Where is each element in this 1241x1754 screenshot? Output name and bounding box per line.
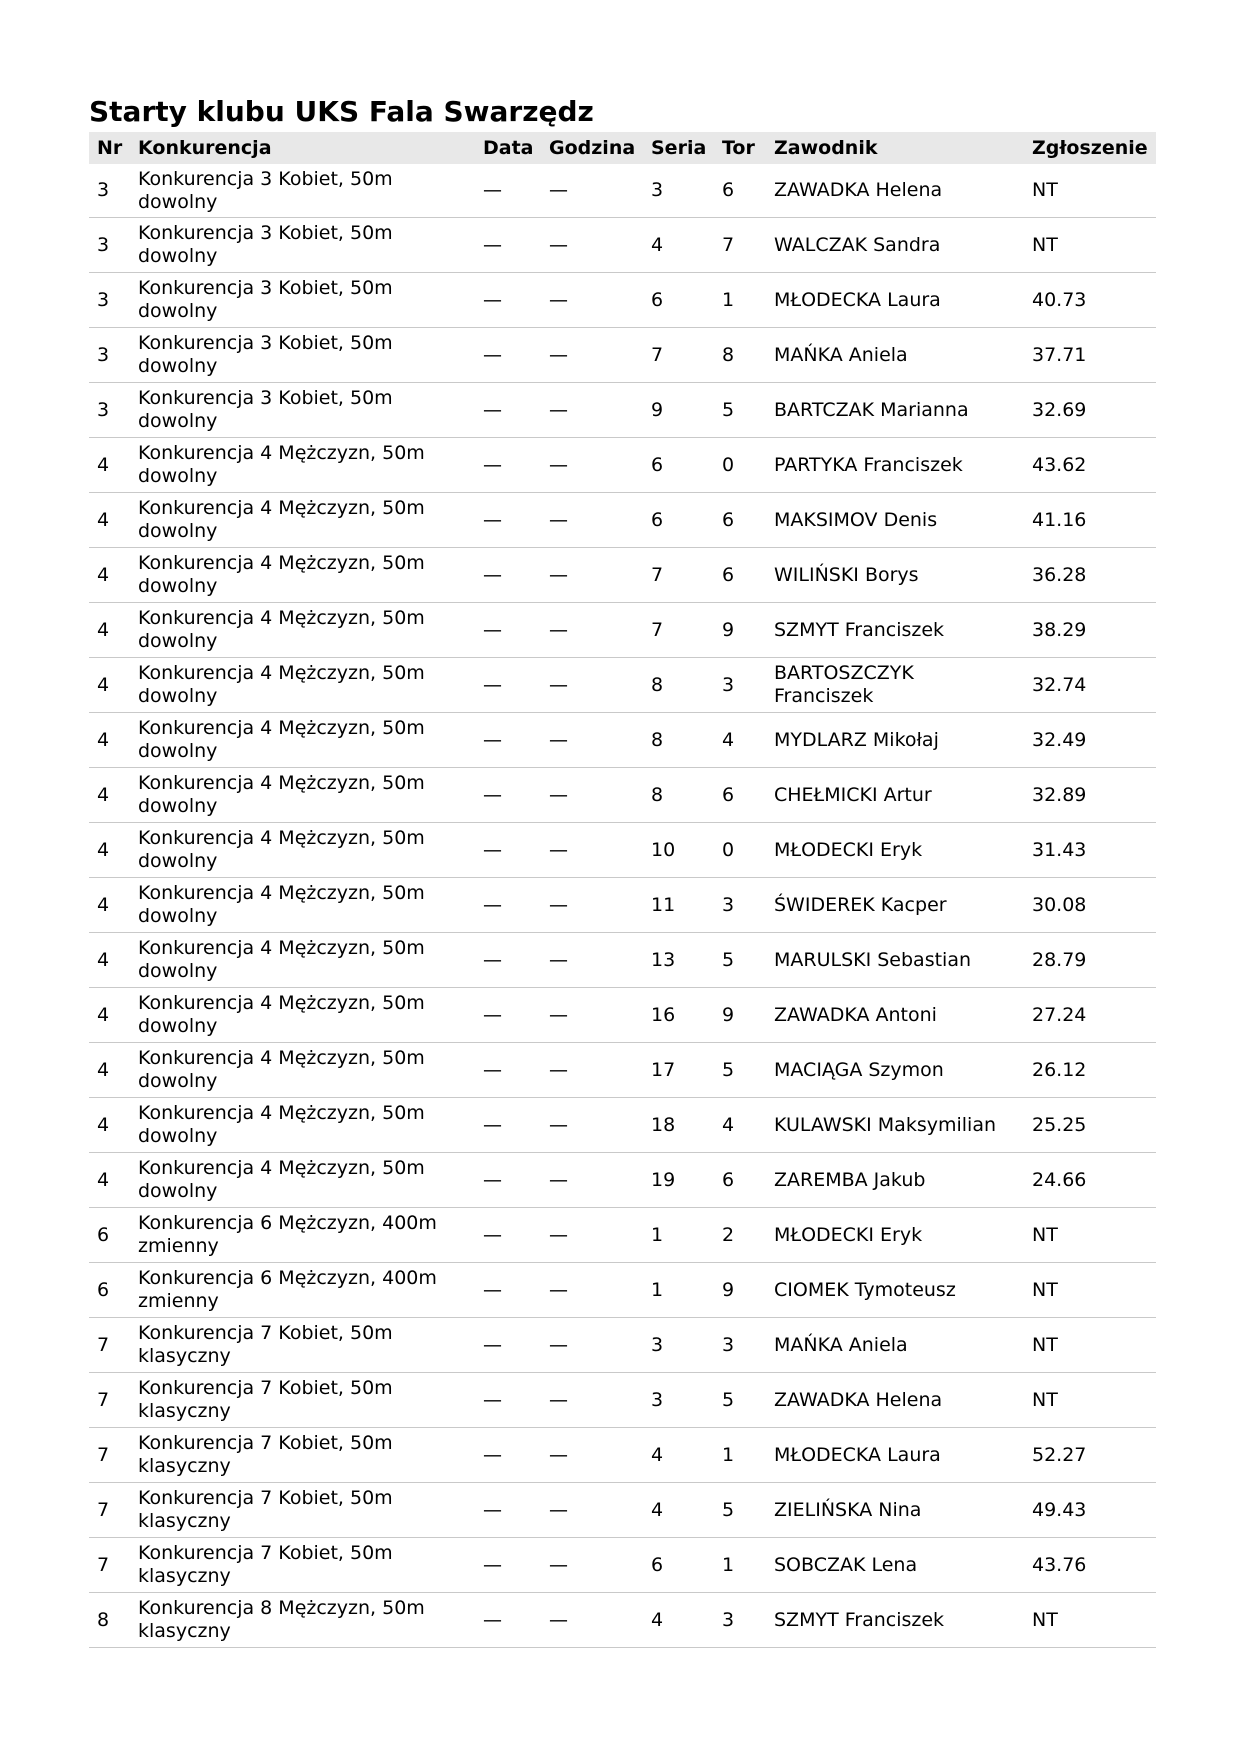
cell-seria: 4: [643, 1428, 714, 1483]
column-header-tor: Tor: [722, 137, 755, 159]
cell-zgloszenie: NT: [1024, 164, 1156, 218]
table-row: [89, 1263, 1156, 1318]
cell-data: —: [475, 383, 541, 438]
cell-tor: 8: [714, 328, 766, 383]
cell-tor: 4: [714, 1098, 766, 1153]
cell-zawodnik: MŁODECKA Laura: [766, 273, 1024, 328]
cell-nr: 4: [89, 988, 130, 1043]
cell-seria: 3: [643, 1373, 714, 1428]
column-header-godzina: Godzina: [549, 137, 636, 159]
cell-zawodnik: MAKSIMOV Denis: [766, 493, 1024, 548]
cell-zgloszenie: NT: [1024, 1593, 1156, 1648]
table-row: [89, 1373, 1156, 1428]
cell-zawodnik: MAŃKA Aniela: [766, 1318, 1024, 1373]
cell-data: —: [475, 1593, 541, 1648]
table-row: [89, 1483, 1156, 1538]
cell-tor: 3: [714, 1318, 766, 1373]
cell-zawodnik: BARTCZAK Marianna: [766, 383, 1024, 438]
cell-nr: 6: [89, 1208, 130, 1263]
cell-nr: 4: [89, 1043, 130, 1098]
cell-konkurencja: Konkurencja 7 Kobiet, 50m klasyczny: [130, 1428, 475, 1483]
table-row: [89, 933, 1156, 988]
cell-data: —: [475, 493, 541, 548]
cell-seria: 7: [643, 603, 714, 658]
cell-zawodnik: SZMYT Franciszek: [766, 1593, 1024, 1648]
cell-zawodnik: MŁODECKA Laura: [766, 1428, 1024, 1483]
cell-data: —: [475, 1043, 541, 1098]
cell-zawodnik: CHEŁMICKI Artur: [766, 768, 1024, 823]
cell-konkurencja: Konkurencja 6 Mężczyzn, 400m zmienny: [130, 1263, 475, 1318]
cell-zawodnik: MŁODECKI Eryk: [766, 1208, 1024, 1263]
table-row: [89, 548, 1156, 603]
cell-godzina: —: [541, 713, 643, 768]
cell-seria: 6: [643, 1538, 714, 1593]
cell-nr: 6: [89, 1263, 130, 1318]
cell-godzina: —: [541, 1043, 643, 1098]
cell-godzina: —: [541, 933, 643, 988]
cell-seria: 4: [643, 1483, 714, 1538]
cell-seria: 18: [643, 1098, 714, 1153]
cell-data: —: [475, 1428, 541, 1483]
cell-seria: 19: [643, 1153, 714, 1208]
cell-seria: 6: [643, 438, 714, 493]
cell-zawodnik: CIOMEK Tymoteusz: [766, 1263, 1024, 1318]
cell-tor: 0: [714, 438, 766, 493]
cell-godzina: —: [541, 1593, 643, 1648]
cell-data: —: [475, 218, 541, 273]
cell-konkurencja: Konkurencja 4 Mężczyzn, 50m dowolny: [130, 988, 475, 1043]
cell-tor: 1: [714, 1538, 766, 1593]
cell-seria: 4: [643, 1593, 714, 1648]
cell-data: —: [475, 768, 541, 823]
cell-data: —: [475, 1208, 541, 1263]
cell-seria: 1: [643, 1263, 714, 1318]
cell-zgloszenie: 52.27: [1024, 1428, 1156, 1483]
cell-zgloszenie: 26.12: [1024, 1043, 1156, 1098]
cell-zawodnik: MYDLARZ Mikołaj: [766, 713, 1024, 768]
cell-tor: 0: [714, 823, 766, 878]
starts-table: [89, 132, 1156, 1648]
cell-tor: 6: [714, 164, 766, 218]
cell-zgloszenie: NT: [1024, 1208, 1156, 1263]
header-row: [89, 132, 1156, 164]
cell-tor: 2: [714, 1208, 766, 1263]
cell-data: —: [475, 328, 541, 383]
cell-godzina: —: [541, 768, 643, 823]
cell-nr: 4: [89, 768, 130, 823]
cell-konkurencja: Konkurencja 4 Mężczyzn, 50m dowolny: [130, 878, 475, 933]
cell-seria: 13: [643, 933, 714, 988]
cell-nr: 3: [89, 164, 130, 218]
cell-konkurencja: Konkurencja 6 Mężczyzn, 400m zmienny: [130, 1208, 475, 1263]
cell-nr: 7: [89, 1318, 130, 1373]
table-row: [89, 878, 1156, 933]
cell-konkurencja: Konkurencja 3 Kobiet, 50m dowolny: [130, 164, 475, 218]
cell-konkurencja: Konkurencja 3 Kobiet, 50m dowolny: [130, 273, 475, 328]
table-row: [89, 603, 1156, 658]
cell-konkurencja: Konkurencja 3 Kobiet, 50m dowolny: [130, 218, 475, 273]
table-row: [89, 328, 1156, 383]
cell-konkurencja: Konkurencja 4 Mężczyzn, 50m dowolny: [130, 768, 475, 823]
cell-godzina: —: [541, 438, 643, 493]
cell-data: —: [475, 273, 541, 328]
cell-godzina: —: [541, 1373, 643, 1428]
cell-zgloszenie: 32.74: [1024, 658, 1156, 713]
cell-konkurencja: Konkurencja 7 Kobiet, 50m klasyczny: [130, 1538, 475, 1593]
cell-seria: 8: [643, 768, 714, 823]
cell-godzina: —: [541, 164, 643, 218]
column-header-zgloszenie: Zgłoszenie: [1032, 137, 1148, 159]
cell-tor: 1: [714, 273, 766, 328]
table-row: [89, 218, 1156, 273]
cell-zgloszenie: 32.89: [1024, 768, 1156, 823]
table-row: [89, 1098, 1156, 1153]
table-row: [89, 658, 1156, 713]
cell-zawodnik: MACIĄGA Szymon: [766, 1043, 1024, 1098]
cell-godzina: —: [541, 1428, 643, 1483]
cell-zawodnik: ŚWIDEREK Kacper: [766, 878, 1024, 933]
cell-godzina: —: [541, 1318, 643, 1373]
cell-zgloszenie: NT: [1024, 1373, 1156, 1428]
table-header: [89, 132, 1156, 164]
cell-tor: 1: [714, 1428, 766, 1483]
cell-godzina: —: [541, 1483, 643, 1538]
cell-data: —: [475, 933, 541, 988]
cell-zawodnik: MAŃKA Aniela: [766, 328, 1024, 383]
cell-godzina: —: [541, 603, 643, 658]
cell-zgloszenie: 49.43: [1024, 1483, 1156, 1538]
cell-tor: 6: [714, 493, 766, 548]
cell-seria: 8: [643, 713, 714, 768]
cell-data: —: [475, 164, 541, 218]
cell-data: —: [475, 603, 541, 658]
cell-zawodnik: PARTYKA Franciszek: [766, 438, 1024, 493]
cell-nr: 4: [89, 713, 130, 768]
cell-nr: 4: [89, 823, 130, 878]
page-title: Starty klubu UKS Fala Swarzędz: [89, 95, 594, 128]
cell-konkurencja: Konkurencja 4 Mężczyzn, 50m dowolny: [130, 823, 475, 878]
cell-konkurencja: Konkurencja 4 Mężczyzn, 50m dowolny: [130, 713, 475, 768]
cell-nr: 4: [89, 1153, 130, 1208]
cell-godzina: —: [541, 383, 643, 438]
cell-godzina: —: [541, 548, 643, 603]
cell-nr: 3: [89, 218, 130, 273]
cell-nr: 4: [89, 933, 130, 988]
cell-zgloszenie: 27.24: [1024, 988, 1156, 1043]
table-row: [89, 1153, 1156, 1208]
cell-seria: 10: [643, 823, 714, 878]
cell-seria: 9: [643, 383, 714, 438]
cell-zawodnik: ZAWADKA Antoni: [766, 988, 1024, 1043]
cell-zgloszenie: 32.69: [1024, 383, 1156, 438]
cell-data: —: [475, 1373, 541, 1428]
cell-nr: 4: [89, 548, 130, 603]
cell-nr: 7: [89, 1428, 130, 1483]
cell-data: —: [475, 1153, 541, 1208]
cell-zgloszenie: 43.62: [1024, 438, 1156, 493]
cell-konkurencja: Konkurencja 4 Mężczyzn, 50m dowolny: [130, 493, 475, 548]
cell-zgloszenie: 24.66: [1024, 1153, 1156, 1208]
table-row: [89, 988, 1156, 1043]
cell-tor: 6: [714, 1153, 766, 1208]
column-header-seria: Seria: [651, 137, 707, 159]
cell-konkurencja: Konkurencja 3 Kobiet, 50m dowolny: [130, 383, 475, 438]
table-row: [89, 1318, 1156, 1373]
cell-zgloszenie: 28.79: [1024, 933, 1156, 988]
cell-seria: 3: [643, 1318, 714, 1373]
cell-godzina: —: [541, 1263, 643, 1318]
cell-godzina: —: [541, 328, 643, 383]
cell-data: —: [475, 713, 541, 768]
cell-zgloszenie: 36.28: [1024, 548, 1156, 603]
cell-nr: 3: [89, 273, 130, 328]
cell-tor: 6: [714, 548, 766, 603]
cell-godzina: —: [541, 878, 643, 933]
cell-zgloszenie: 31.43: [1024, 823, 1156, 878]
cell-data: —: [475, 438, 541, 493]
cell-godzina: —: [541, 1153, 643, 1208]
table-row: [89, 1043, 1156, 1098]
cell-godzina: —: [541, 273, 643, 328]
cell-data: —: [475, 1263, 541, 1318]
cell-konkurencja: Konkurencja 4 Mężczyzn, 50m dowolny: [130, 1098, 475, 1153]
cell-zawodnik: ZIELIŃSKA Nina: [766, 1483, 1024, 1538]
cell-seria: 6: [643, 493, 714, 548]
cell-seria: 6: [643, 273, 714, 328]
cell-godzina: —: [541, 218, 643, 273]
cell-zgloszenie: 38.29: [1024, 603, 1156, 658]
table-row: [89, 823, 1156, 878]
cell-zawodnik: ZAWADKA Helena: [766, 164, 1024, 218]
cell-data: —: [475, 548, 541, 603]
cell-nr: 7: [89, 1483, 130, 1538]
table-row: [89, 273, 1156, 328]
cell-konkurencja: Konkurencja 7 Kobiet, 50m klasyczny: [130, 1318, 475, 1373]
cell-zgloszenie: NT: [1024, 1263, 1156, 1318]
cell-tor: 6: [714, 768, 766, 823]
cell-zawodnik: MŁODECKI Eryk: [766, 823, 1024, 878]
cell-data: —: [475, 1098, 541, 1153]
cell-tor: 4: [714, 713, 766, 768]
table-row: [89, 493, 1156, 548]
cell-konkurencja: Konkurencja 3 Kobiet, 50m dowolny: [130, 328, 475, 383]
cell-tor: 3: [714, 878, 766, 933]
cell-data: —: [475, 1483, 541, 1538]
cell-konkurencja: Konkurencja 4 Mężczyzn, 50m dowolny: [130, 438, 475, 493]
cell-konkurencja: Konkurencja 7 Kobiet, 50m klasyczny: [130, 1373, 475, 1428]
cell-tor: 5: [714, 1483, 766, 1538]
cell-konkurencja: Konkurencja 4 Mężczyzn, 50m dowolny: [130, 1153, 475, 1208]
cell-zawodnik: WILIŃSKI Borys: [766, 548, 1024, 603]
cell-seria: 1: [643, 1208, 714, 1263]
cell-zawodnik: BARTOSZCZYK Franciszek: [766, 658, 1024, 713]
table-row: [89, 1593, 1156, 1648]
cell-zgloszenie: 25.25: [1024, 1098, 1156, 1153]
cell-godzina: —: [541, 1538, 643, 1593]
cell-tor: 5: [714, 1373, 766, 1428]
cell-nr: 8: [89, 1593, 130, 1648]
cell-zawodnik: SZMYT Franciszek: [766, 603, 1024, 658]
column-header-data: Data: [483, 137, 534, 159]
cell-tor: 3: [714, 1593, 766, 1648]
cell-godzina: —: [541, 1208, 643, 1263]
cell-tor: 9: [714, 1263, 766, 1318]
column-header-konkurencja: Konkurencja: [138, 137, 272, 159]
cell-nr: 4: [89, 493, 130, 548]
cell-seria: 3: [643, 164, 714, 218]
cell-konkurencja: Konkurencja 7 Kobiet, 50m klasyczny: [130, 1483, 475, 1538]
table-row: [89, 383, 1156, 438]
cell-nr: 4: [89, 878, 130, 933]
cell-nr: 3: [89, 328, 130, 383]
column-header-nr: Nr: [97, 137, 123, 159]
cell-zgloszenie: NT: [1024, 1318, 1156, 1373]
cell-nr: 7: [89, 1538, 130, 1593]
table-row: [89, 438, 1156, 493]
cell-data: —: [475, 878, 541, 933]
cell-godzina: —: [541, 1098, 643, 1153]
cell-tor: 5: [714, 933, 766, 988]
cell-tor: 9: [714, 603, 766, 658]
cell-zgloszenie: 37.71: [1024, 328, 1156, 383]
cell-seria: 17: [643, 1043, 714, 1098]
cell-zgloszenie: 43.76: [1024, 1538, 1156, 1593]
cell-seria: 4: [643, 218, 714, 273]
cell-zawodnik: ZAWADKA Helena: [766, 1373, 1024, 1428]
cell-godzina: —: [541, 823, 643, 878]
cell-data: —: [475, 823, 541, 878]
cell-godzina: —: [541, 988, 643, 1043]
cell-data: —: [475, 1538, 541, 1593]
cell-seria: 7: [643, 548, 714, 603]
cell-nr: 3: [89, 383, 130, 438]
cell-tor: 5: [714, 1043, 766, 1098]
cell-data: —: [475, 988, 541, 1043]
cell-zawodnik: ZAREMBA Jakub: [766, 1153, 1024, 1208]
cell-zawodnik: KULAWSKI Maksymilian: [766, 1098, 1024, 1153]
table-row: [89, 713, 1156, 768]
cell-tor: 5: [714, 383, 766, 438]
cell-nr: 4: [89, 1098, 130, 1153]
cell-seria: 11: [643, 878, 714, 933]
cell-seria: 8: [643, 658, 714, 713]
cell-konkurencja: Konkurencja 4 Mężczyzn, 50m dowolny: [130, 548, 475, 603]
cell-tor: 9: [714, 988, 766, 1043]
cell-data: —: [475, 1318, 541, 1373]
cell-zawodnik: WALCZAK Sandra: [766, 218, 1024, 273]
cell-zgloszenie: 40.73: [1024, 273, 1156, 328]
cell-data: —: [475, 658, 541, 713]
cell-godzina: —: [541, 658, 643, 713]
cell-zgloszenie: 30.08: [1024, 878, 1156, 933]
cell-konkurencja: Konkurencja 4 Mężczyzn, 50m dowolny: [130, 658, 475, 713]
cell-nr: 4: [89, 658, 130, 713]
cell-nr: 7: [89, 1373, 130, 1428]
table-body: [89, 164, 1156, 1648]
table-row: [89, 164, 1156, 218]
cell-zgloszenie: 32.49: [1024, 713, 1156, 768]
cell-tor: 3: [714, 658, 766, 713]
cell-seria: 7: [643, 328, 714, 383]
cell-zgloszenie: NT: [1024, 218, 1156, 273]
cell-nr: 4: [89, 438, 130, 493]
table-row: [89, 768, 1156, 823]
column-header-zawodnik: Zawodnik: [774, 137, 878, 159]
table-row: [89, 1428, 1156, 1483]
cell-konkurencja: Konkurencja 4 Mężczyzn, 50m dowolny: [130, 1043, 475, 1098]
cell-godzina: —: [541, 493, 643, 548]
cell-seria: 16: [643, 988, 714, 1043]
document-page: [89, 92, 1156, 1648]
cell-tor: 7: [714, 218, 766, 273]
cell-zawodnik: MARULSKI Sebastian: [766, 933, 1024, 988]
cell-zgloszenie: 41.16: [1024, 493, 1156, 548]
table-row: [89, 1208, 1156, 1263]
cell-konkurencja: Konkurencja 4 Mężczyzn, 50m dowolny: [130, 603, 475, 658]
cell-konkurencja: Konkurencja 8 Mężczyzn, 50m klasyczny: [130, 1593, 475, 1648]
table-row: [89, 1538, 1156, 1593]
cell-nr: 4: [89, 603, 130, 658]
cell-zawodnik: SOBCZAK Lena: [766, 1538, 1024, 1593]
cell-konkurencja: Konkurencja 4 Mężczyzn, 50m dowolny: [130, 933, 475, 988]
